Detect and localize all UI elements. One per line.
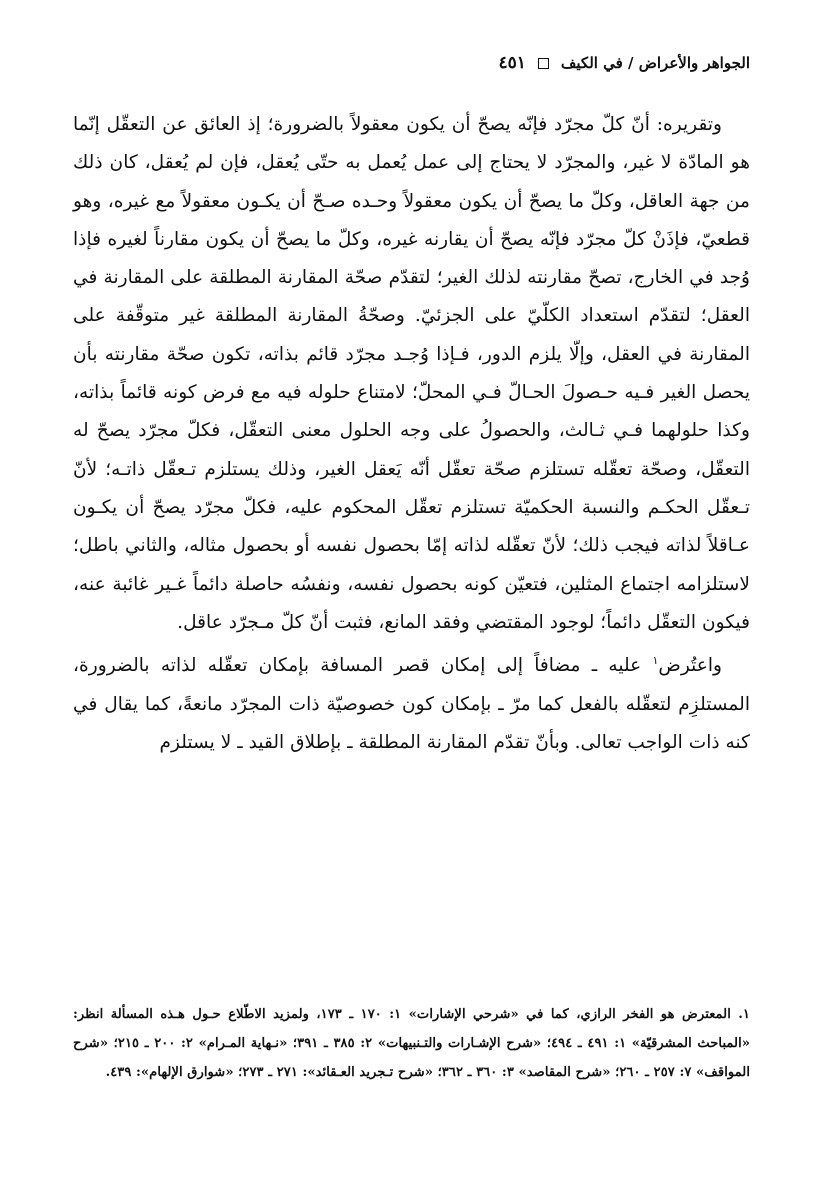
running-title: الجواهر والأعراض / في الكيف bbox=[560, 54, 750, 72]
running-header bbox=[73, 48, 750, 78]
paragraph-2 bbox=[73, 642, 750, 762]
footnote-1: ١. المعترض هو الفخر الرازي، كما في «شرحي الإشارات» ١: ١٧٠ ـ ١٧٣، ولمزيد الاطّلاع حـول هـذه المسألة انظر: «المباحث المشرقيّة» ١: ٤٩١ ـ ٤٩٤؛ «شرح الإشـارات والتـنبيهات» ٢: ٣٨٥ ـ ٣٩١؛ «نـهاية المـرام» ٢: ٢٠٠ ـ ٢١٥؛ «شرح المواقف» ٧: ٢٥٧ ـ ٢٦٠؛ «شرح المقاصد» ٣: ٣٦٠ ـ ٣٦٢؛ «شرح تـجريد العـقائد»: ٢٧١ ـ ٢٧٣؛ «شوارق الإلهام»: ٤٣٩. bbox=[73, 1007, 750, 1080]
page-number: ٤٥١ bbox=[498, 53, 526, 73]
paragraph-2-rest: عليه ـ مضافاً إلى إمكان قصر المسافة بإمكان تعقّله لذاته بالضرورة، المستلزِم لتعقّله بالفعل كما مرّ ـ بإمكان كون خصوصيّة ذات المجرّد مانعةً، كما يقال في كنه ذات الواجب تعالى. وبأنّ تقدّم المقارنة المطلقة ـ بإطلاق القيد ـ لا يستلزم bbox=[73, 655, 750, 753]
footnote-marker: ١ bbox=[652, 654, 659, 668]
square-ornament-icon bbox=[538, 58, 549, 69]
paragraph-1: وتقريره: أنّ كلّ مجرّد فإنّه يصحّ أن يكون معقولاً بالضرورة؛ إذ العائق عن التعقّل إنّما هو المادّة لا غير، والمجرّد لا يحتاج إلى عمل يُعمل به حتّى يُعقل، فإن لم يُعقل، كان ذلك من جهة العاقل، وكلّ ما يصحّ أن يكون معقولاً وحـده صـحّ أن يكـون معقولاً مع غيره، وهو قطعيّ، فإذَنْ كلّ مجرّد فإنّه يصحّ أن يقارنه غيره، وكلّ ما يصحّ أن يكون مقارناً لغيره فإذا وُجد في الخارج، تصحّ مقارنته لذلك الغير؛ لتقدّم صحّة المقارنة المطلقة على المقارنة في العقل؛ لتقدّم استعداد الكلّيّ على الجزئيّ. وصحّةُ المقارنة المطلقة غير متوقّفة على المقارنة في العقل، وإلّا يلزم الدور، فـإذا وُجـد مجرّد قائم بذاته، تكون صحّة مقارنته بأن يحصل الغير فـيه حـصولَ الحـالّ فـي المحلّ؛ لامتناع حلوله فيه مع فرض كونه قائماً بذاته، وكذا حلولهما فـي ثـالث، والحصولُ على وجه الحلول معنى التعقّل، فكلّ مجرّد يصحّ له التعقّل، وصحّة تعقّله تستلزم صحّة تعقّل أنّه يَعقل الغير، وذلك يستلزم تـعقّل ذاتـه؛ لأنّ تـعقّل الحكـم والنسبة الحكميّة تستلزم تعقّل المحكوم عليه، فكلّ مجرّد يصحّ أن يكـون عـاقلاً لذاته فيجب ذلك؛ لأنّ تعقّله لذاته إمّا بحصول نفسه أو بحصول مثاله، والثاني باطل؛ لاستلزامه اجتماع المثلين، فتعيّن كونه بحصول نفسه، ونفسُه حاصلة دائماً غـير غائبة عنه، فيكون التعقّل دائماً؛ لوجود المقتضي وفقد المانع، فثبت أنّ كلّ مـجرّد عاقل. bbox=[73, 114, 750, 633]
paragraph-2-start: واعتُرض bbox=[658, 655, 722, 677]
footnotes bbox=[73, 1000, 750, 1087]
body-text bbox=[73, 106, 750, 762]
